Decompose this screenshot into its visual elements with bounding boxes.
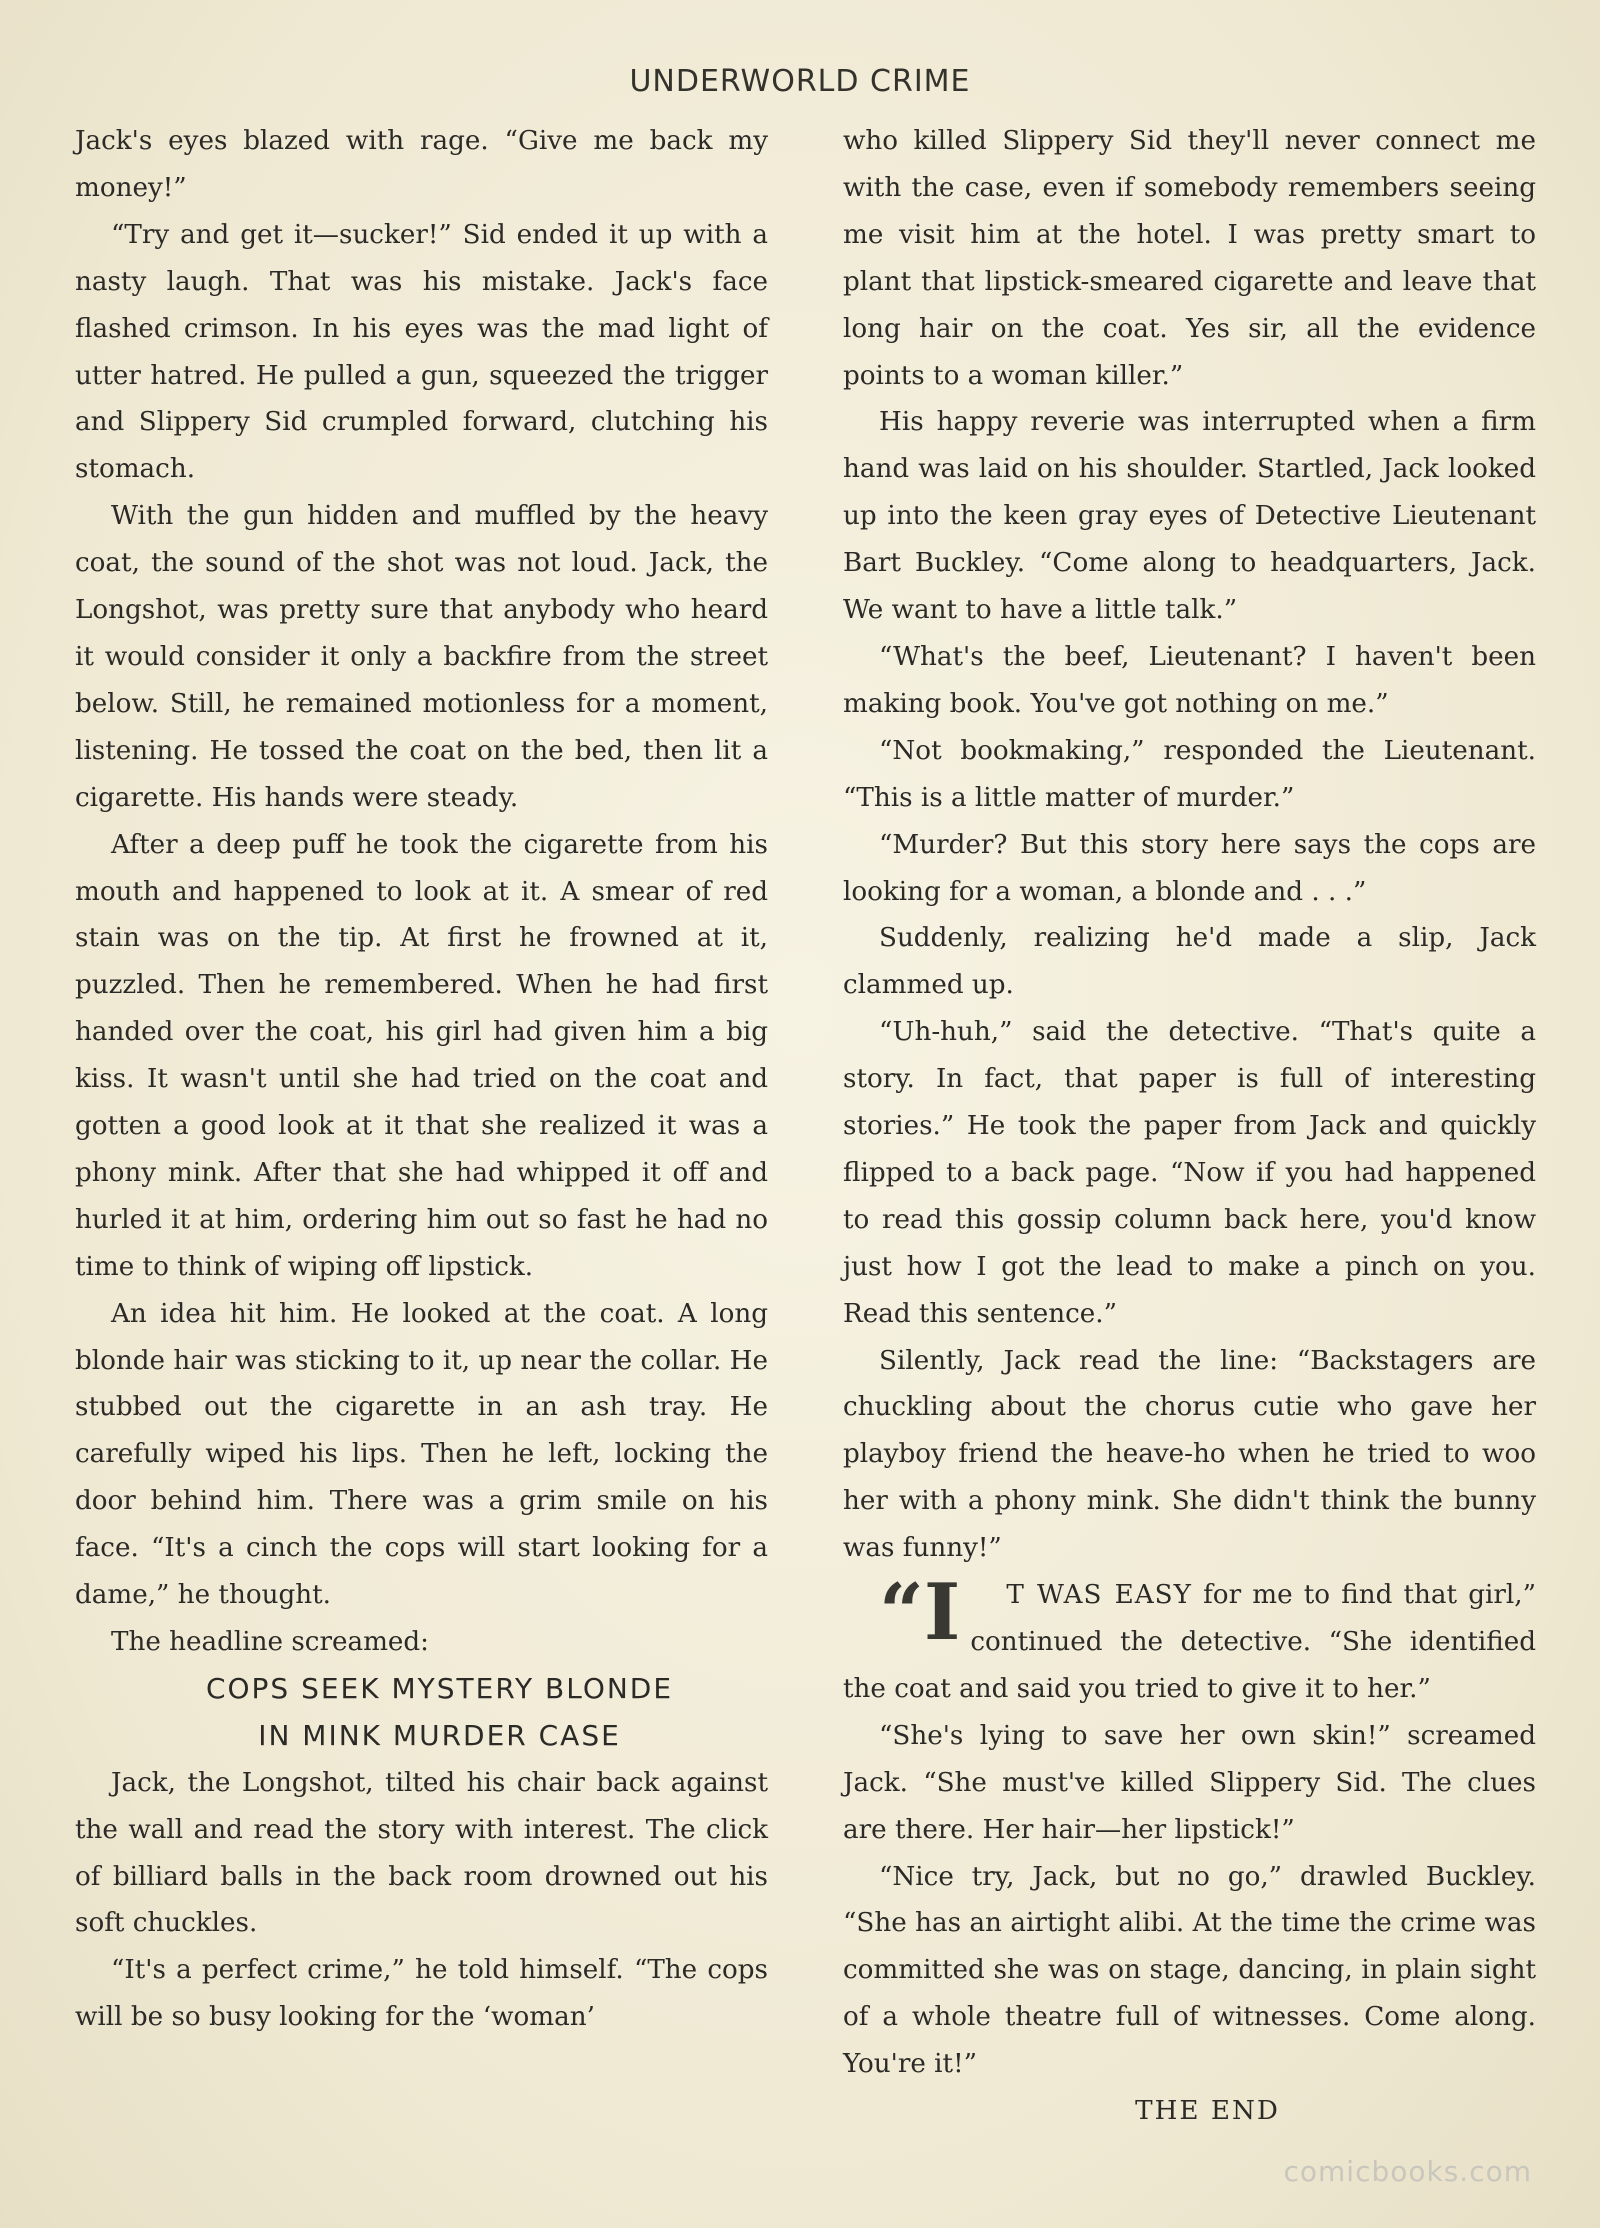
- paragraph: “Uh-huh,” said the detective. “That's quite a story. In fact, that paper is full of interesting stories.” He took the paper from Jack and quickly flipped to a back page. “Now if you had happened to read this gossip column back here, you'd know just how I got the lead to make a pinch on you. Read this sentence.”: [843, 1017, 1536, 1329]
- paragraph: Silently, Jack read the line: “Backstagers are chuckling about the chorus cutie who gave her playboy friend the heave-ho when he tried to woo her with a phony mink. She didn't think the bunny was funny!”: [843, 1345, 1536, 1564]
- paragraph: “Not bookmaking,” responded the Lieutenant. “This is a little matter of murder.”: [843, 735, 1536, 813]
- paragraph: “Nice try, Jack, but no go,” drawled Buckley. “She has an airtight alibi. At the time the crime was committed she was on stage, dancing, in plain sight of a whole theatre full of witnesses. Come along. You're it!”: [843, 1861, 1536, 2080]
- newspaper-headline-line-2: IN MINK MURDER CASE: [258, 1718, 621, 1752]
- dropcap-paragraph: [843, 1567, 1536, 1713]
- paragraph: His happy reverie was interrupted when a firm hand was laid on his shoulder. Startled, Jack looked up into the keen gray eyes of Detective Lieutenant Bart Buckley. “Come along to headquarters, Jack. We want to have a little talk.”: [843, 407, 1536, 626]
- paragraph: “What's the beef, Lieutenant? I haven't been making book. You've got nothing on me.”: [843, 641, 1536, 719]
- paragraph: Jack's eyes blazed with rage. “Give me back my money!”: [75, 126, 768, 203]
- the-end-label: THE END: [1135, 2096, 1280, 2127]
- paragraph: “Murder? But this story here says the cops are looking for a woman, a blonde and . . .”: [843, 829, 1536, 907]
- paragraph: Suddenly, realizing he'd made a slip, Jack clammed up.: [843, 923, 1536, 1001]
- running-head: UNDERWORLD CRIME: [629, 64, 971, 99]
- watermark: comicbooks.com: [1283, 2155, 1532, 2188]
- dropcap-lead-words: T WAS EASY: [1006, 1580, 1192, 1611]
- paragraph: “Try and get it—sucker!” Sid ended it up with a nasty laugh. That was his mistake. Jack's face flashed crimson. In his eyes was the mad light of utter hatred. He pulled a gun, squeezed the trigger and Slippery Sid crumpled forward, clutching his stomach.: [75, 219, 768, 485]
- left-column: [75, 118, 768, 2041]
- paragraph: An idea hit him. He looked at the coat. A long blonde hair was sticking to it, up near the collar. He stubbed out the cigarette in an ash tray. He carefully wiped his lips. Then he left, locking the door behind him. There was a grim smile on his face. “It's a cinch the cops will start looking for a dame,” he thought.: [75, 1298, 768, 1611]
- right-column: [843, 118, 1536, 2135]
- paragraph: Jack, the Longshot, tilted his chair back against the wall and read the story with interest. The click of billiard balls in the back room drowned out his soft chuckles.: [75, 1767, 768, 1939]
- paragraph: “She's lying to save her own skin!” screamed Jack. “She must've killed Slippery Sid. The clues are there. Her hair—her lipstick!”: [843, 1720, 1536, 1845]
- paragraph: After a deep puff he took the cigarette from his mouth and happened to look at it. A smear of red stain was on the tip. At first he frowned at it, puzzled. Then he remembered. When he had first handed over the coat, his girl had given him a big kiss. It wasn't until she had tried on the coat and gotten a good look at it that she realized it was a phony mink. After that she had whipped it off and hurled it at him, ordering him out so fast he had no time to think of wiping off lipstick.: [75, 829, 768, 1282]
- paragraph: The headline screamed:: [111, 1627, 429, 1657]
- newspaper-headline-line-1: COPS SEEK MYSTERY BLONDE: [205, 1671, 674, 1705]
- paragraph: who killed Slippery Sid they'll never connect me with the case, even if somebody remembers seeing me visit him at the hotel. I was pretty smart to plant that lipstick-smeared cigarette and leave that long hair on the coat. Yes sir, all the evidence points to a woman killer.”: [843, 126, 1536, 391]
- paragraph: With the gun hidden and muffled by the heavy coat, the sound of the shot was not loud. Jack, the Longshot, was pretty sure that anybody who heard it would consider it only a backfire from the street below. Still, he remained motionless for a moment, listening. He tossed the coat on the bed, then lit a cigarette. His hands were steady.: [75, 501, 768, 813]
- dropcap-letter: “I: [879, 1567, 961, 1659]
- dropcap-paragraph-rest: for me to find that girl,” continued the detective. “She identified the coat and said you tried to give it to her.”: [843, 1580, 1536, 1704]
- paragraph: “It's a perfect crime,” he told himself. “The cops will be so busy looking for the ‘woman’: [75, 1955, 768, 2033]
